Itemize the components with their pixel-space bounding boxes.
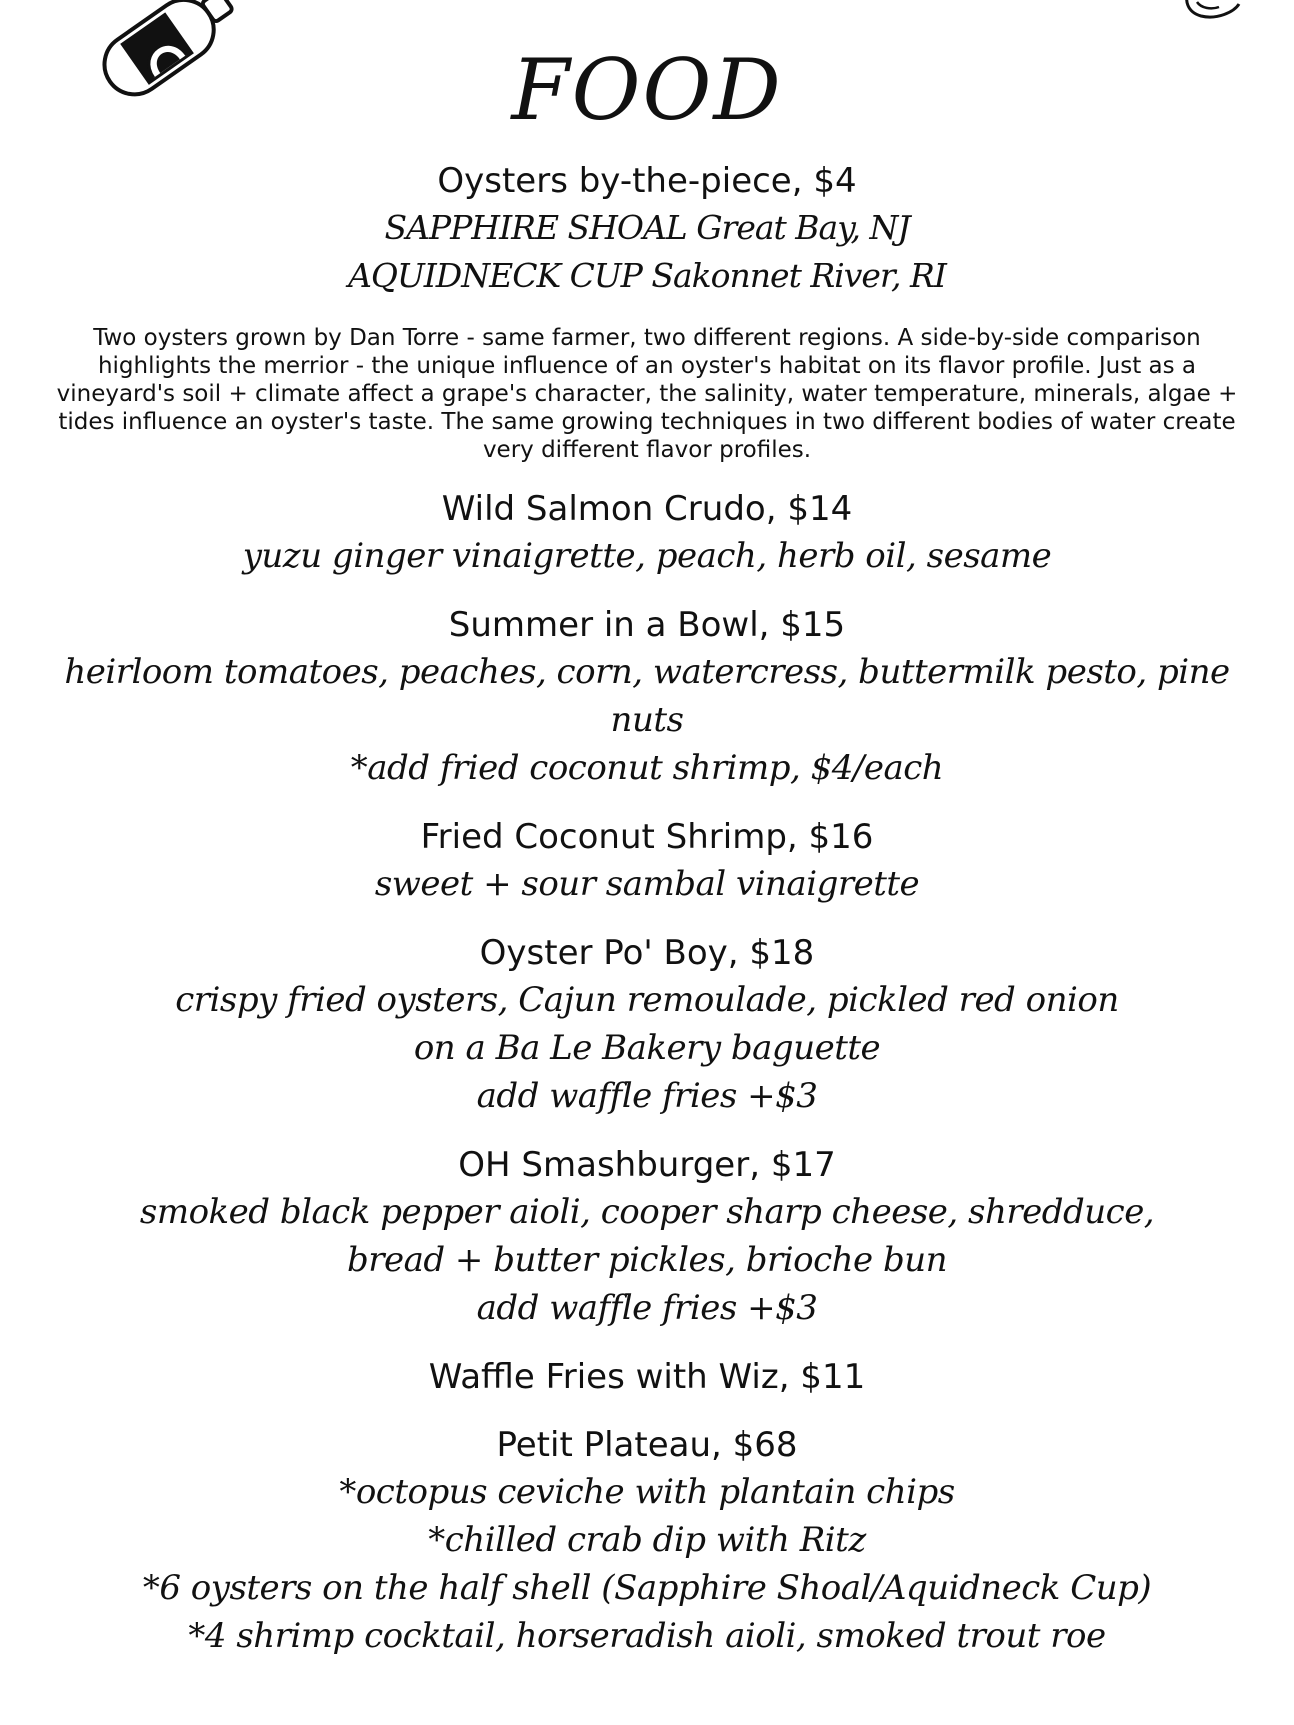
doodle-illustration-icon bbox=[1179, 0, 1249, 30]
menu-item-detail: *6 oysters on the half shell (Sapphire Shoal/Aquidneck Cup) bbox=[142, 1568, 1152, 1608]
menu-item-description: Two oysters grown by Dan Torre - same farmer, two different regions. A side-by-side comparison highlights the merrior - the unique influence of an oyster's habitat on its flavor profile. Just as a vineyard's soil + climate affect a grape's character, the salinity, water temperature, minerals, algae + tides influence an oyster's taste. The same growing techniques in two different bodies of water create very different flavor profiles. bbox=[56, 325, 1238, 463]
menu-item-detail: on a Ba Le Bakery baguette bbox=[413, 1028, 881, 1068]
menu-item-name: Summer in a Bowl, $15 bbox=[448, 605, 846, 645]
menu-item-detail: *chilled crab dip with Ritz bbox=[428, 1520, 866, 1560]
menu-item-name: Oyster Po' Boy, $18 bbox=[479, 933, 815, 973]
menu-item-detail: smoked black pepper aioli, cooper sharp cheese, shredduce, bbox=[139, 1192, 1155, 1232]
menu-item-detail: add waffle fries +$3 bbox=[476, 1076, 818, 1116]
menu-item-name: Wild Salmon Crudo, $14 bbox=[441, 489, 853, 529]
menu-item bbox=[40, 1354, 1254, 1400]
menu-item-detail: *octopus ceviche with plantain chips bbox=[339, 1472, 955, 1512]
menu-item bbox=[40, 1142, 1254, 1332]
menu-item-detail: SAPPHIRE SHOAL Great Bay, NJ bbox=[384, 208, 910, 247]
menu-item-detail: crispy fried oysters, Cajun remoulade, pickled red onion bbox=[175, 980, 1119, 1020]
menu-item bbox=[40, 486, 1254, 580]
menu-item-detail: add waffle fries +$3 bbox=[476, 1288, 818, 1328]
menu-item bbox=[40, 158, 1254, 464]
page-title: FOOD bbox=[511, 41, 783, 139]
menu-item bbox=[40, 1422, 1254, 1660]
menu-item bbox=[40, 930, 1254, 1120]
menu-item-detail: *add fried coconut shrimp, $4/each bbox=[350, 748, 944, 788]
menu-item-detail: AQUIDNECK CUP Sakonnet River, RI bbox=[348, 256, 946, 295]
menu-item-detail: bread + butter pickles, brioche bun bbox=[346, 1240, 948, 1280]
menu-item-name: OH Smashburger, $17 bbox=[458, 1145, 836, 1185]
menu-item bbox=[40, 814, 1254, 908]
menu-item-name: Waffle Fries with Wiz, $11 bbox=[428, 1357, 866, 1397]
menu-item-detail: heirloom tomatoes, peaches, corn, watercress, buttermilk pesto, pine nuts bbox=[64, 652, 1230, 740]
menu-list bbox=[40, 158, 1254, 1682]
menu-item-detail: yuzu ginger vinaigrette, peach, herb oil, sesame bbox=[242, 536, 1052, 576]
menu-item-name: Oysters by-the-piece, $4 bbox=[437, 161, 857, 201]
menu-item-name: Petit Plateau, $68 bbox=[496, 1425, 798, 1465]
menu-item-detail: sweet + sour sambal vinaigrette bbox=[374, 864, 920, 904]
menu-item-name: Fried Coconut Shrimp, $16 bbox=[420, 817, 874, 857]
menu-item-detail: *4 shrimp cocktail, horseradish aioli, smoked trout roe bbox=[188, 1616, 1106, 1656]
menu-item bbox=[40, 602, 1254, 792]
